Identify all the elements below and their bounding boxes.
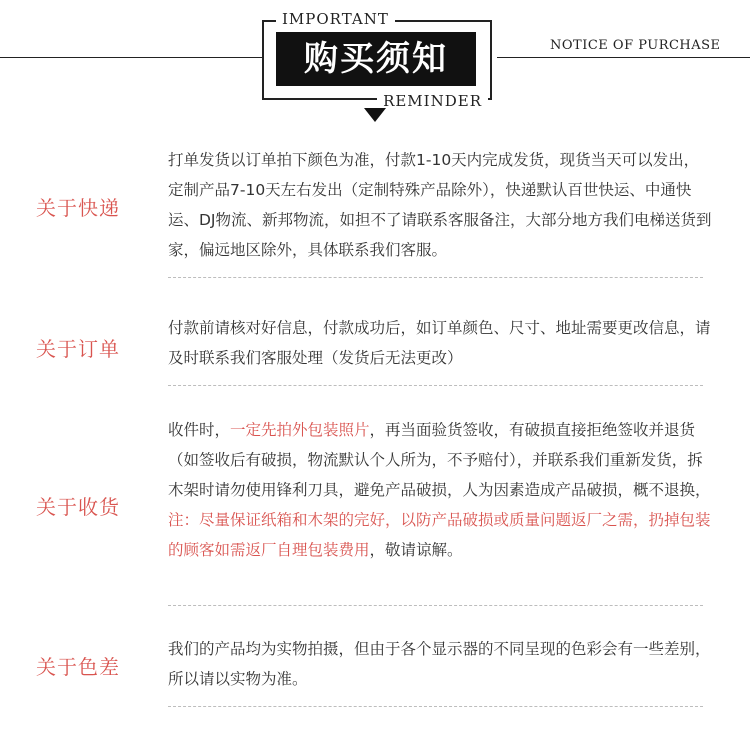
text-part: 收件时， (168, 421, 231, 439)
text-part: ，敬请谅解。 (369, 541, 463, 559)
section-text (168, 415, 713, 565)
section-label: 关于快递 (36, 196, 120, 220)
title-badge (262, 10, 492, 110)
header-rule-left (0, 57, 262, 58)
section-label: 关于色差 (36, 655, 120, 679)
highlight-text: 一定先拍外包装照片 (230, 421, 370, 439)
section-label: 关于订单 (36, 337, 120, 361)
badge-top-word: IMPORTANT (276, 11, 395, 27)
text-part: ，再当面验货签收，有破损直接拒绝签收并退货（如签收后有破损，物流默认个人所为，不予赔付），并联系我们重新发货，拆木架时请勿使用锋利刀具，避免产品破损，人为因素造成产品破损，概不退换， (168, 421, 711, 499)
divider (168, 277, 703, 278)
header-rule-right (497, 57, 750, 58)
highlight-text: 注：尽量保证纸箱和木架的完好，以防产品破损或质量问题返厂之需，扔掉包装的顾客如需返厂自理包装费用 (168, 511, 711, 559)
header (0, 0, 750, 130)
badge-bottom-word: REMINDER (377, 93, 488, 109)
divider (168, 605, 703, 606)
divider (168, 385, 703, 386)
section-label: 关于收货 (36, 495, 120, 519)
section-text: 付款前请核对好信息，付款成功后，如订单颜色、尺寸、地址需要更改信息，请及时联系我们客服处理（发货后无法更改） (168, 319, 711, 367)
notice-heading: NOTICE OF PURCHASE (550, 38, 721, 53)
down-triangle-icon (364, 108, 386, 122)
divider (168, 706, 703, 707)
section-text: 打单发货以订单拍下颜色为准，付款1-10天内完成发货，现货当天可以发出，定制产品7-10天左右发出（定制特殊产品除外），快递默认百世快运、中通快运、DJ物流、新邦物流，如担不了请联系客服备注，大部分地方我们电梯送货到家，偏远地区除外，具体联系我们客服。 (168, 151, 712, 259)
page-title: 购买须知 (276, 32, 476, 86)
section-text: 我们的产品均为实物拍摄，但由于各个显示器的不同呈现的色彩会有一些差别，所以请以实物为准。 (168, 640, 711, 688)
